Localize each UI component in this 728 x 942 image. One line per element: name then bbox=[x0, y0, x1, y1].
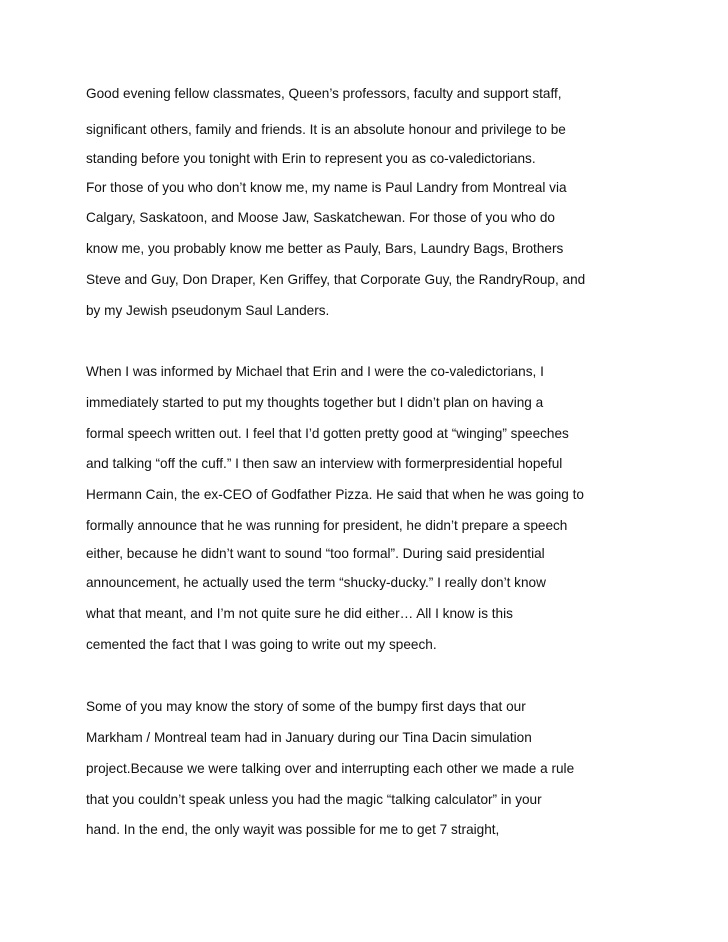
text-line: immediately started to put my thoughts together but I didn’t plan on having a bbox=[86, 395, 544, 410]
text-line: Calgary, Saskatoon, and Moose Jaw, Saskatchewan. For those of you who do bbox=[86, 210, 555, 225]
text-line: Markham / Montreal team had in January during our Tina Dacin simulation bbox=[86, 730, 532, 745]
text-line: hand. In the end, the only wayit was possible for me to get 7 straight, bbox=[86, 822, 500, 837]
text-line: project.Because we were talking over and interrupting each other we made a rule bbox=[86, 761, 575, 776]
text-line: either, because he didn’t want to sound “too formal”. During said presidential bbox=[86, 546, 545, 561]
text-line: formally announce that he was running for president, he didn’t prepare a speech bbox=[86, 518, 568, 533]
text-line: Steve and Guy, Don Draper, Ken Griffey, that Corporate Guy, the RandryRoup, and bbox=[86, 272, 586, 287]
text-line: formal speech written out. I feel that I’d gotten pretty good at “winging” speeches bbox=[86, 426, 569, 441]
text-line: that you couldn’t speak unless you had the magic “talking calculator” in your bbox=[86, 792, 542, 807]
text-line: what that meant, and I’m not quite sure he did either… All I know is this bbox=[86, 606, 513, 621]
text-line: know me, you probably know me better as Pauly, Bars, Laundry Bags, Brothers bbox=[86, 241, 564, 256]
text-line: cemented the fact that I was going to write out my speech. bbox=[86, 637, 437, 652]
text-line: significant others, family and friends. It is an absolute honour and privilege to be bbox=[86, 122, 566, 137]
text-line: When I was informed by Michael that Erin and I were the co-valedictorians, I bbox=[86, 364, 544, 379]
text-line: and talking “off the cuff.” I then saw an interview with formerpresidential hopeful bbox=[86, 456, 563, 471]
text-line: For those of you who don’t know me, my name is Paul Landry from Montreal via bbox=[86, 180, 567, 195]
text-line: announcement, he actually used the term “shucky-ducky.” I really don’t know bbox=[86, 575, 546, 590]
text-line: standing before you tonight with Erin to represent you as co-valedictorians. bbox=[86, 151, 536, 166]
text-line: Good evening fellow classmates, Queen’s professors, faculty and support staff, bbox=[86, 86, 562, 101]
text-line: by my Jewish pseudonym Saul Landers. bbox=[86, 303, 330, 318]
text-line: Some of you may know the story of some of the bumpy first days that our bbox=[86, 699, 526, 714]
text-line: Hermann Cain, the ex-CEO of Godfather Pizza. He said that when he was going to bbox=[86, 487, 584, 502]
